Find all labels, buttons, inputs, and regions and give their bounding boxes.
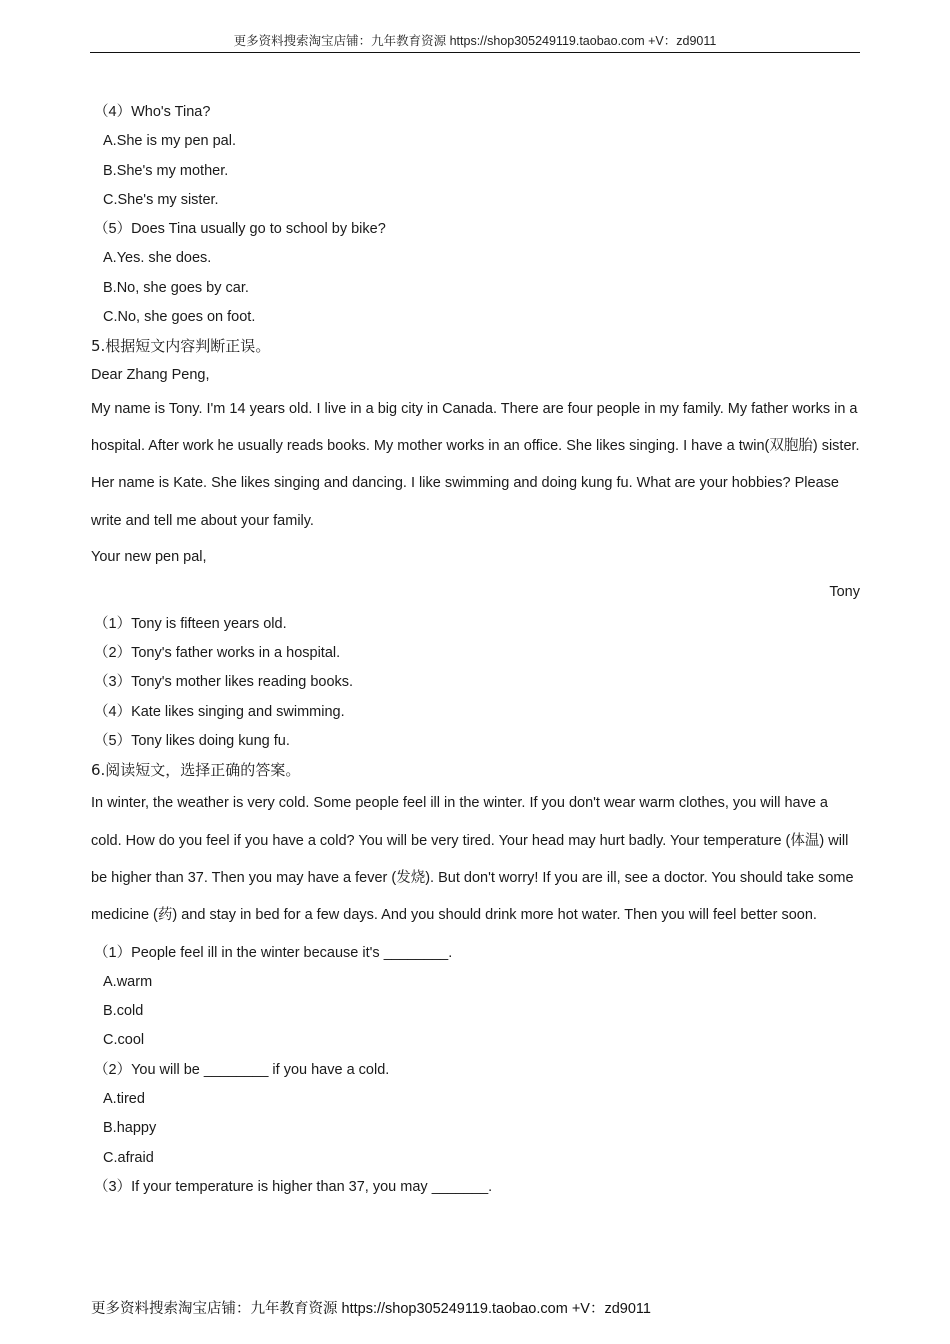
option-a: A.Yes. she does. xyxy=(103,250,212,267)
option-a: A.warm xyxy=(103,973,153,990)
question-5: （5）Does Tina usually go to school by bike? xyxy=(94,221,386,238)
option-a: A.She is my pen pal. xyxy=(103,133,236,150)
reading-passage: In winter, the weather is very cold. Some people feel ill in the winter. If you don't wear warm clothes, you will have a cold. How do you feel if you have a cold? You will be very tired. Your head may hurt badly. Your temperature (体温) will be higher than 37. Then you may have a fever (发烧). But don't worry! If you are ill, see a doctor. You should take some medicine (药) and stay in bed for a few days. And you should drink more hot water. Then you will feel better soon. xyxy=(91,795,854,924)
page-header: 更多资料搜索淘宝店铺：九年教育资源 https://shop305249119.taobao.com +V：zd9011 xyxy=(90,32,860,53)
option-b: B.She's my mother. xyxy=(103,162,229,179)
question-3: （3）If your temperature is higher than 37, you may _______. xyxy=(94,1178,493,1195)
question-1: （1）People feel ill in the winter because it's ________. xyxy=(94,944,453,961)
option-b: B.No, she goes by car. xyxy=(103,279,249,296)
letter-closing: Your new pen pal, xyxy=(91,548,207,565)
question-4: （4）Who's Tina? xyxy=(94,104,211,120)
page-footer: 更多资料搜索淘宝店铺：九年教育资源 https://shop305249119.taobao.com +V：zd9011 xyxy=(91,1301,651,1317)
statement-4: （4）Kate likes singing and swimming. xyxy=(94,703,345,720)
statement-5: （5）Tony likes doing kung fu. xyxy=(94,733,290,750)
letter-passage: My name is Tony. I'm 14 years old. I live in a big city in Canada. There are four people in my family. My father works in a hospital. After work he usually reads books. My mother works in an office. She likes singing. I have a twin(双胞胎) sister. Her name is Kate. She likes singing and dancing. I like swimming and doing kung fu. What are your hobbies? Please write and tell me about your family. xyxy=(91,400,860,529)
option-a: A.tired xyxy=(103,1091,145,1108)
letter-signature: Tony xyxy=(829,583,860,600)
option-c: C.afraid xyxy=(103,1149,154,1166)
option-c: C.No, she goes on foot. xyxy=(103,309,256,326)
question-2: （2）You will be ________ if you have a cold. xyxy=(94,1061,390,1078)
section-6-title: 6.阅读短文，选择正确的答案。 xyxy=(91,761,301,780)
option-c: C.She's my sister. xyxy=(103,191,219,208)
worksheet-content xyxy=(91,98,860,1202)
statement-2: （2）Tony's father works in a hospital. xyxy=(94,645,341,662)
option-c: C.cool xyxy=(103,1032,145,1049)
option-b: B.cold xyxy=(103,1003,144,1020)
statement-3: （3）Tony's mother likes reading books. xyxy=(94,674,354,691)
letter-greeting: Dear Zhang Peng, xyxy=(91,367,210,384)
section-5-title: 5.根据短文内容判断正误。 xyxy=(91,337,271,356)
statement-1: （1）Tony is fifteen years old. xyxy=(94,615,287,632)
option-b: B.happy xyxy=(103,1120,157,1137)
